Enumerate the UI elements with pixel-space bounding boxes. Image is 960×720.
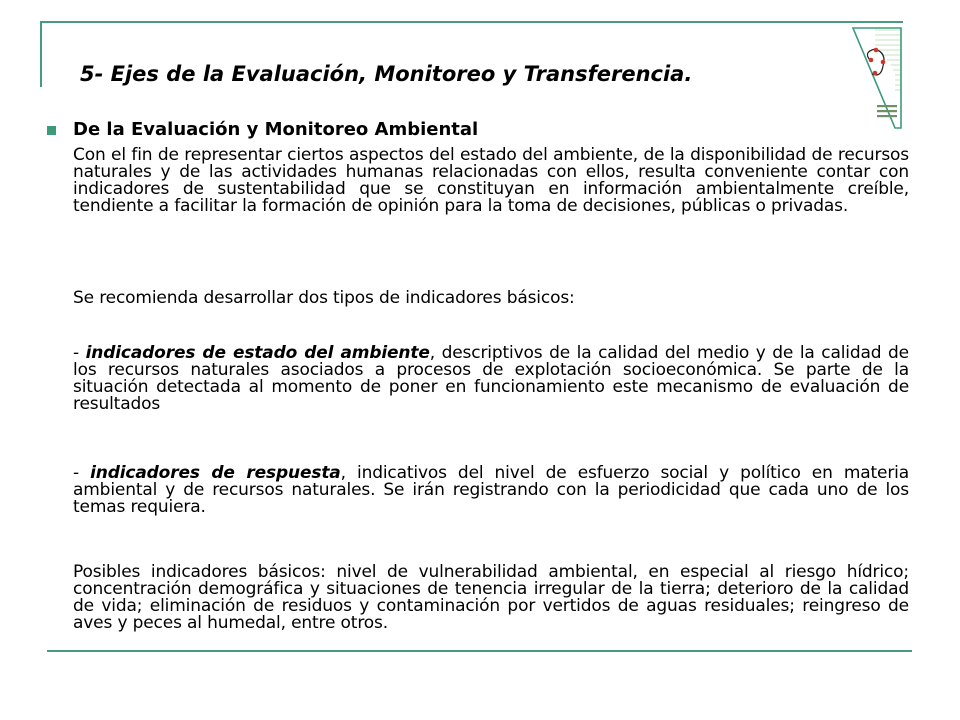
item-prefix: -	[73, 463, 91, 483]
bullet-square-icon	[47, 126, 56, 135]
indicator-item-response	[73, 465, 909, 516]
frame-left-line	[40, 21, 42, 87]
indicator-description: , indicativos del nivel de esfuerzo social y político en materia ambiental y de recursos naturales. Se irán registrando con la periodicidad que cada uno de los temas requiera.	[73, 463, 910, 517]
slide-title: 5- Ejes de la Evaluación, Monitoreo y Transferencia.	[80, 62, 693, 86]
section-heading: De la Evaluación y Monitoreo Ambiental	[73, 119, 479, 140]
paragraph-recommendation: Se recomienda desarrollar dos tipos de indicadores básicos:	[73, 288, 575, 308]
plan-logo-icon	[851, 26, 903, 130]
frame-top-line	[40, 21, 903, 23]
indicator-keyword: indicadores de respuesta	[90, 463, 341, 483]
paragraph-possible-indicators: Posibles indicadores básicos: nivel de vulnerabilidad ambiental, en especial al riesgo hídrico; concentración demográfica y situaciones de tenencia irregular de la tierra; deterioro de la calidad de vida; eliminación de residuos y contaminación por vertidos de aguas residuales; reingreso de aves y peces al humedal, entre otros.	[73, 562, 909, 633]
indicator-keyword: indicadores de estado del ambiente	[85, 343, 430, 363]
indicator-description: , descriptivos de la calidad del medio y de la calidad de los recursos naturales asociados a procesos de explotación socioeconómica. Se parte de la situación detectada al momento de poner en funcionamiento este mecanismo de evaluación de resultados	[73, 343, 909, 414]
paragraph-intro: Con el fin de representar ciertos aspectos del estado del ambiente, de la disponibilidad de recursos naturales y de las actividades humanas relacionadas con ellos, resulta conveniente contar con indicadores de sustentabilidad que se constituyan en información ambientalmente creíble, tendiente a facilitar la formación de opinión para la toma de decisiones, públicas o privadas.	[73, 145, 909, 216]
item-prefix: -	[73, 343, 86, 363]
frame-bottom-line	[47, 650, 912, 652]
indicator-item-state	[73, 345, 909, 413]
